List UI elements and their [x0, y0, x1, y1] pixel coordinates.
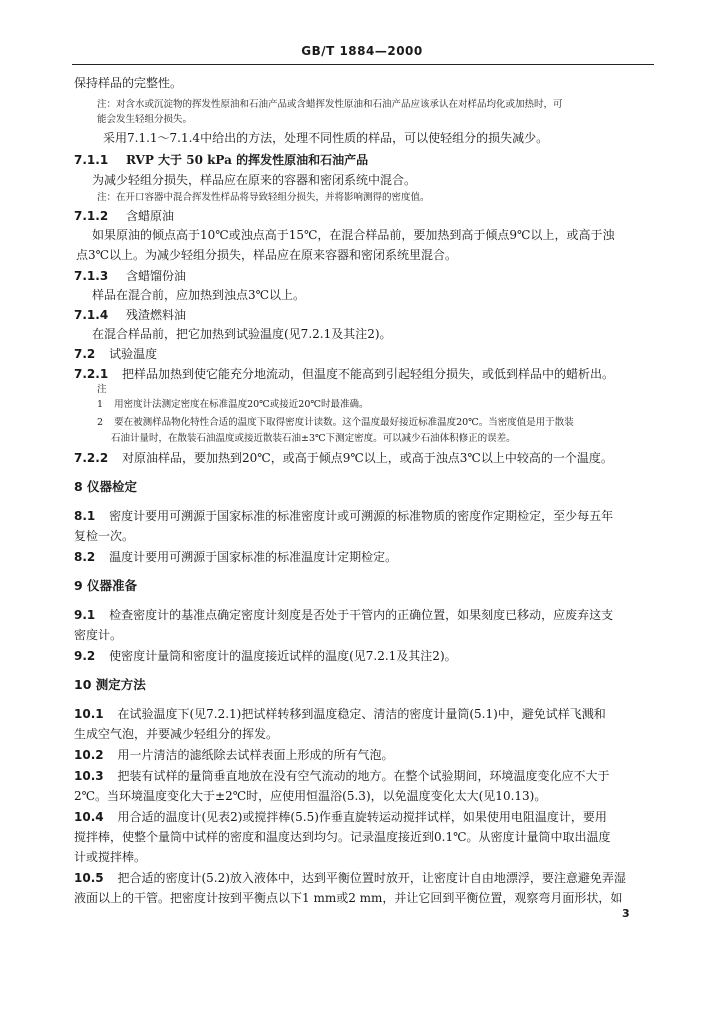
- section-10-3: [74, 768, 609, 784]
- section-9-1: [74, 607, 613, 623]
- section-7-1-1-note: 注：在开口容器中混合挥发性样品将导致轻组分损失，并将影响测得的密度值。: [97, 192, 430, 203]
- section-7-1-1-text: 为减少轻组分损失，样品应在原来的容器和密闭系统中混合。: [92, 173, 417, 187]
- note-number: 1: [97, 399, 104, 410]
- note-a-line-2: 能会发生轻组分损失。: [97, 114, 193, 125]
- note-text: 要在被测样品物化特性合适的温度下取得密度计读数。这个温度最好接近标准温度20℃。当密度值是用于散装: [114, 417, 574, 428]
- methods-paragraph: 采用7.1.1～7.1.4中给出的方法，处理不同性质的样品，可以使轻组分的损失减少。: [103, 131, 549, 145]
- section-7-1-1-heading: [74, 152, 368, 168]
- section-10-2: [74, 747, 393, 763]
- section-text: 把合适的密度计(5.2)放入液体中，达到平衡位置时放开，让密度计自由地漂浮，要注意避免弄湿: [117, 871, 626, 885]
- section-7-1-4-heading: [74, 307, 186, 323]
- note-1: [97, 398, 369, 411]
- section-10-5-line-2: 液面以上的干管。把密度计按到平衡点以下1 mm或2 mm，并让它回到平衡位置，观察弯月面形状，如: [74, 891, 623, 905]
- chapter-10-heading: 10 测定方法: [74, 677, 146, 692]
- note-label: 注: [97, 384, 107, 395]
- section-number: 10.3: [74, 769, 104, 783]
- section-9-1-line-2: 密度计。: [74, 628, 123, 642]
- section-10-3-line-2: 2℃。当环境温度变化大于±2℃时，应使用恒温浴(5.3)，以免温度变化太大(见10.13)。: [74, 789, 547, 803]
- section-number: 10.1: [74, 707, 104, 721]
- standard-header: GB/T 1884—2000: [301, 44, 423, 58]
- note-2: [97, 416, 574, 429]
- chapter-8-heading: 8 仪器检定: [74, 479, 138, 494]
- section-7-1-2-heading: [74, 208, 174, 224]
- section-number: 8.2: [74, 550, 96, 564]
- continued-paragraph: 保持样品的完整性。: [74, 76, 183, 90]
- section-number: 9.2: [74, 649, 96, 663]
- section-number: 10.2: [74, 748, 104, 762]
- section-number: 7.2.2: [74, 451, 109, 465]
- section-text: 对原油样品，要加热到20℃，或高于倾点9℃以上，或高于浊点3℃以上中较高的一个温度。: [122, 451, 613, 465]
- note-a-line-1: 注：对含水或沉淀物的挥发性原油和石油产品或含蜡挥发性原油和石油产品应该承认在对样品均化或加热时，可: [97, 99, 563, 110]
- note-2-line-2: 石油计量时，在散装石油温度或接近散装石油±3℃下测定密度。可以减少石油体积修正的误差。: [111, 433, 516, 444]
- section-number: 10.4: [74, 810, 104, 824]
- section-9-2: [74, 648, 457, 664]
- section-number: 8.1: [74, 509, 96, 523]
- section-7-2-heading: [74, 346, 157, 362]
- chapter-9-heading: 9 仪器准备: [74, 578, 138, 593]
- section-7-1-3-text: 样品在混合前，应加热到浊点3℃以上。: [92, 288, 306, 302]
- section-text: 密度计要用可溯源于国家标准的标准密度计或可溯源的标准物质的密度作定期检定，至少每五年: [109, 509, 614, 523]
- section-10-1-line-2: 生成空气泡，并要减少轻组分的挥发。: [74, 727, 279, 741]
- section-text: 用一片清洁的滤纸除去试样表面上形成的所有气泡。: [117, 748, 394, 762]
- section-8-2: [74, 549, 397, 565]
- section-7-1-2-text-2: 点3℃以上。为减少轻组分损失，样品应在原来容器和密闭系统里混合。: [76, 248, 458, 262]
- section-title: 试验温度: [109, 347, 158, 361]
- section-title: 含蜡馏份油: [126, 269, 187, 283]
- section-7-1-3-heading: [74, 268, 186, 284]
- page-number: 3: [622, 907, 630, 920]
- section-number: 7.2.1: [74, 367, 109, 381]
- note-number: 2: [97, 417, 104, 428]
- section-text: 检查密度计的基准点确定密度计刻度是否处于干管内的正确位置，如果刻度已移动，应废弃这支: [109, 608, 614, 622]
- header-rule: [72, 64, 654, 65]
- section-8-1-line-2: 复检一次。: [74, 529, 135, 543]
- section-number: 7.2: [74, 347, 96, 361]
- section-7-2-1: [74, 366, 614, 382]
- section-text: 在试验温度下(见7.2.1)把试样转移到温度稳定、清洁的密度计量筒(5.1)中，避免试样飞溅和: [117, 707, 606, 721]
- section-title: RVP 大于 50 kPa 的挥发性原油和石油产品: [126, 153, 369, 167]
- section-10-4-line-3: 计或搅拌棒。: [74, 850, 147, 864]
- section-7-1-4-text: 在混合样品前，把它加热到试验温度(见7.2.1及其注2)。: [92, 327, 392, 341]
- section-title: 残渣燃料油: [126, 308, 187, 322]
- section-number: 7.1.3: [74, 269, 109, 283]
- section-text: 把样品加热到使它能充分地流动，但温度不能高到引起轻组分损失，或低到样品中的蜡析出。: [122, 367, 615, 381]
- section-text: 使密度计量筒和密度计的温度接近试样的温度(见7.2.1及其注2)。: [109, 649, 457, 663]
- section-10-1: [74, 706, 606, 722]
- section-8-1: [74, 508, 613, 524]
- section-number: 7.1.1: [74, 153, 109, 167]
- section-number: 9.1: [74, 608, 96, 622]
- section-10-4: [74, 809, 607, 825]
- section-10-5: [74, 870, 626, 886]
- section-title: 含蜡原油: [126, 209, 175, 223]
- section-7-1-2-text-1: 如果原油的倾点高于10℃或浊点高于15℃，在混合样品前，要加热到高于倾点9℃以上，或高于浊: [92, 228, 615, 242]
- section-number: 7.1.2: [74, 209, 109, 223]
- section-text: 用合适的温度计(见表2)或搅拌棒(5.5)作垂直旋转运动搅拌试样，如果使用电阻温度计，要用: [117, 810, 607, 824]
- section-7-2-2: [74, 450, 613, 466]
- note-text: 用密度计法测定密度在标准温度20℃或接近20℃时最准确。: [114, 399, 369, 410]
- section-text: 把装有试样的量筒垂直地放在没有空气流动的地方。在整个试验期间，环境温度变化应不大于: [117, 769, 610, 783]
- section-10-4-line-2: 搅拌棒，使整个量筒中试样的密度和温度达到均匀。记录温度接近到0.1℃。从密度计量筒中取出温度: [74, 830, 611, 844]
- section-number: 10.5: [74, 871, 104, 885]
- section-number: 7.1.4: [74, 308, 109, 322]
- section-text: 温度计要用可溯源于国家标准的标准温度计定期检定。: [109, 550, 398, 564]
